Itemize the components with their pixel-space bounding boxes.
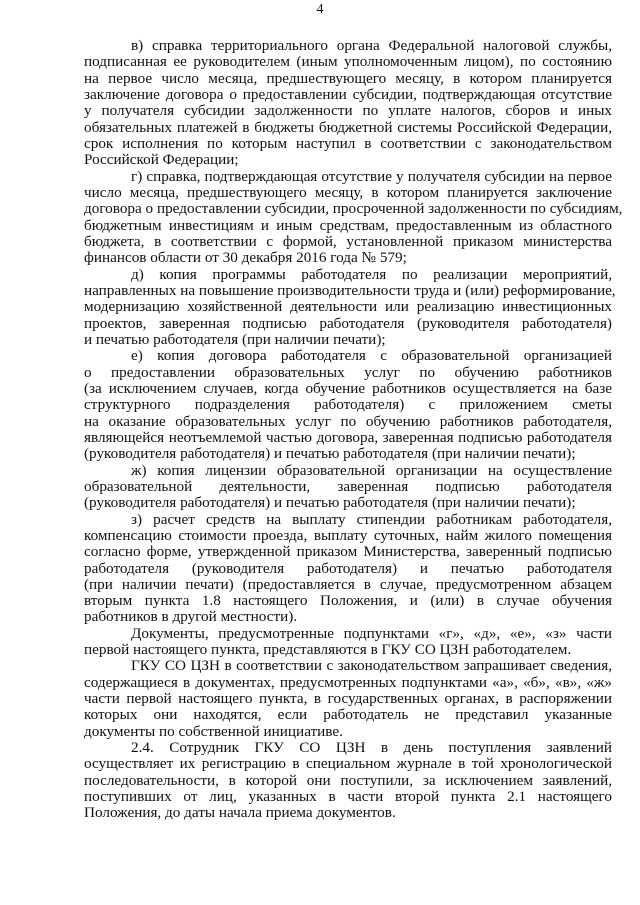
paragraph bbox=[84, 38, 612, 169]
text-line: вторым пункта 1.8 настоящего Положения, и (или) в случае обучения bbox=[84, 592, 612, 610]
text-line: компенсацию стоимости проезда, выплату суточных, найм жилого помещения bbox=[84, 526, 612, 544]
text-line: осуществляет их регистрацию в специальном журнале в той хронологической bbox=[84, 755, 612, 773]
text-line: 2.4. Сотрудник ГКУ СО ЦЗН в день поступления заявлений bbox=[131, 739, 612, 757]
text-line: число месяца, предшествующего месяцу, в котором планируется заключение bbox=[84, 183, 612, 201]
text-line: на первое число месяца, предшествующего месяцу, в котором планируется bbox=[84, 69, 612, 87]
text-line: последовательности, в которой они поступили, за исключением заявлений, bbox=[84, 771, 612, 789]
text-line: которых они находятся, если работодатель не представил указанные bbox=[84, 706, 612, 724]
text-line: у получателя субсидии задолженности по уплате налогов, сборов и иных bbox=[84, 102, 612, 120]
paragraph bbox=[84, 265, 616, 349]
text-line: Положения, до даты начала приема документов. bbox=[84, 804, 396, 822]
paragraph bbox=[84, 626, 612, 659]
text-line: обязательных платежей в бюджеты бюджетной системы Российской Федерации, bbox=[84, 118, 612, 136]
text-line: е) копия договора работодателя с образовательной организацией bbox=[131, 347, 612, 365]
text-line: являющейся неотъемлемой частью договора, заверенная подписью работодателя bbox=[84, 428, 612, 446]
paragraph bbox=[84, 740, 612, 822]
text-line: договора о предоставлении субсидии, просроченной задолженности по субсидиям, bbox=[84, 200, 623, 218]
text-line: д) копия программы работодателя по реализации мероприятий, bbox=[131, 265, 612, 283]
text-line: подписанная ее руководителем (иным уполномоченным лицом), по состоянию bbox=[84, 53, 612, 71]
text-line: в) справка территориального органа Федеральной налоговой службы, bbox=[131, 37, 612, 54]
text-line: работников в другой местности). bbox=[84, 608, 298, 626]
text-line: и печатью работодателя (при наличии печати); bbox=[84, 330, 386, 348]
text-line: г) справка, подтверждающая отсутствие у получателя субсидии на первое bbox=[131, 167, 612, 185]
paragraph bbox=[84, 658, 612, 740]
document-body bbox=[84, 37, 623, 822]
paragraph bbox=[84, 348, 612, 462]
text-line: Документы, предусмотренные подпунктами «г», «д», «е», «з» части bbox=[131, 624, 612, 642]
text-line: части первой настоящего пункта, в государственных органах, в распоряжении bbox=[84, 690, 612, 708]
text-line: образовательной деятельности, заверенная подписью работодателя bbox=[84, 477, 612, 495]
paragraph bbox=[84, 512, 612, 626]
paragraph bbox=[84, 463, 612, 512]
text-line: (при наличии печати) (предоставляется в случае, предусмотренном абзацем bbox=[84, 575, 612, 593]
text-line: заключение договора о предоставлении субсидии, подтверждающая отсутствие bbox=[84, 85, 612, 103]
text-line: бюджета, в соответствии с формой, установленной приказом министерства bbox=[84, 232, 612, 250]
text-line: модернизацию хозяйственной деятельности или реализацию инвестиционных bbox=[84, 298, 612, 316]
text-line: (за исключением случаев, когда обучение работников осуществляется на базе bbox=[84, 379, 612, 397]
text-line: содержащиеся в документах, предусмотренных подпунктами «а», «б», «в», «ж» bbox=[84, 673, 612, 691]
text-line: первой настоящего пункта, представляются в ГКУ СО ЦЗН работодателем. bbox=[84, 641, 572, 659]
page-number: 4 bbox=[316, 2, 324, 17]
text-line: (руководителя работодателя) и печатью работодателя (при наличии печати); bbox=[84, 494, 576, 512]
text-line: срок исполнения по которым наступил в соответствии с законодательством bbox=[84, 134, 612, 152]
text-line: структурного подразделения работодателя) с приложением сметы bbox=[84, 396, 612, 414]
text-line: финансов области от 30 декабря 2016 года № 579; bbox=[84, 249, 407, 267]
text-line: проектов, заверенная подписью работодателя (руководителя работодателя) bbox=[84, 314, 612, 332]
text-line: ж) копия лицензии образовательной организации на осуществление bbox=[131, 461, 612, 479]
text-line: о предоставлении образовательных услуг по обучению работников bbox=[84, 363, 612, 381]
text-line: бюджетным инвестициям и иным средствам, предоставленным из областного bbox=[84, 216, 612, 234]
text-line: з) расчет средств на выплату стипендии работникам работодателя, bbox=[131, 510, 612, 528]
text-line: Российской Федерации; bbox=[84, 151, 239, 169]
text-line: (руководителя работодателя) и печатью работодателя (при наличии печати); bbox=[84, 445, 576, 463]
text-line: направленных на повышение производительности труда и (или) реформирование, bbox=[84, 281, 616, 299]
paragraph bbox=[84, 167, 623, 267]
text-line: документы по собственной инициативе. bbox=[84, 722, 343, 740]
text-line: поступивших от лиц, указанных в части второй пункта 2.1 настоящего bbox=[84, 788, 612, 806]
text-line: согласно форме, утвержденной приказом Министерства, заверенный подписью bbox=[84, 543, 612, 561]
text-line: работодателя (руководителя работодателя) и печатью работодателя bbox=[84, 559, 612, 577]
text-line: на оказание образовательных услуг по обучению работников работодателя, bbox=[84, 412, 612, 430]
text-line: ГКУ СО ЦЗН в соответствии с законодательством запрашивает сведения, bbox=[131, 657, 612, 675]
